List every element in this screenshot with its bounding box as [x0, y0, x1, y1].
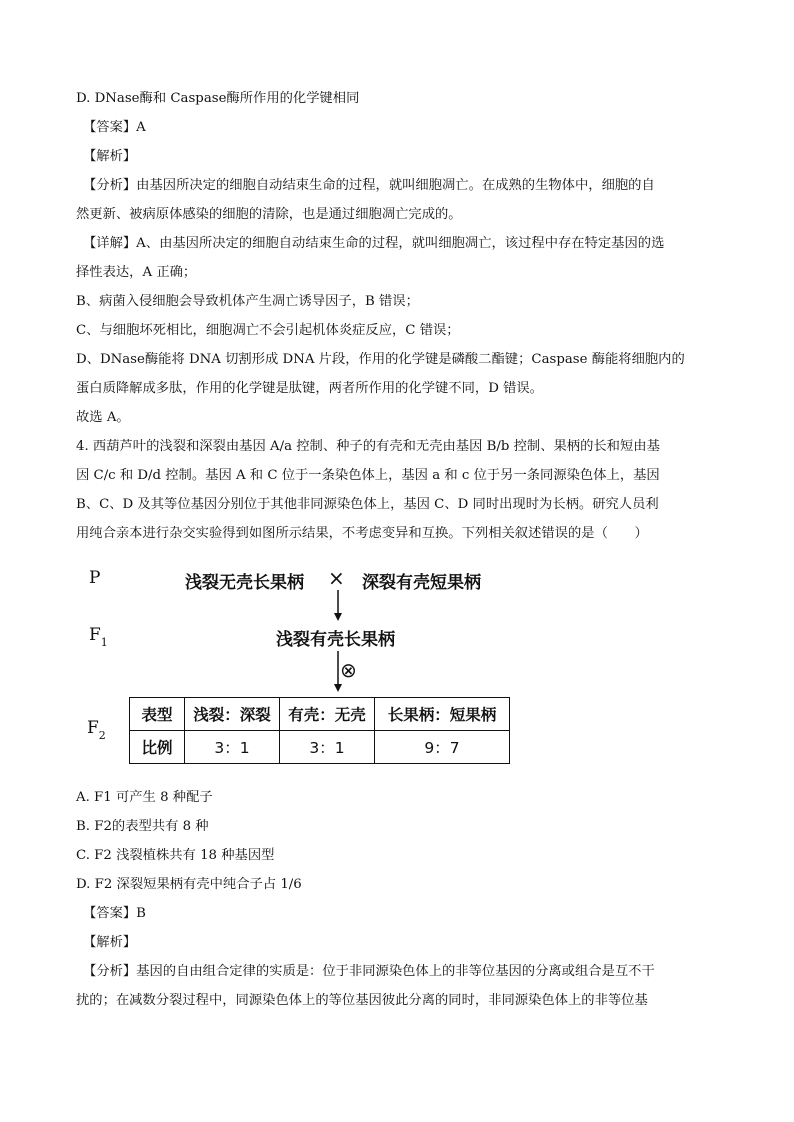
option-b-text: B. F2的表型共有 8 种: [76, 819, 209, 834]
table-cell: 9：7: [375, 731, 510, 764]
detail-text: 蛋白质降解成多肽，作用的化学键是肽键，两者所作用的化学键不同，D 错误。: [76, 381, 543, 396]
question-4-text: 4. 西葫芦叶的浅裂和深裂由基因 A/a 控制、种子的有壳和无壳由基因 B/b 控制、果柄的长和短由基: [76, 439, 660, 454]
detail-text: C、与细胞坏死相比，细胞凋亡不会引起机体炎症反应，C 错误；: [76, 323, 460, 338]
table-header-row: [130, 698, 510, 731]
detail-text: 择性表达，A 正确；: [76, 265, 197, 280]
cross-symbol: ×: [328, 566, 345, 590]
question-4-text: 因 C/c 和 D/d 控制。基因 A 和 C 位于一条染色体上，基因 a 和 c 位于另一条同源染色体上，基因: [76, 468, 660, 483]
table-cell: 有壳：无壳: [280, 698, 375, 731]
detail-text: D、DNase酶能将 DNA 切割形成 DNA 片段，作用的化学键是磷酸二酯键；Caspase 酶能将细胞内的: [76, 352, 685, 367]
conclusion-text: 故选 A。: [76, 410, 130, 425]
analysis-label: 【解析】: [83, 935, 137, 950]
arrow-head-1: [334, 613, 342, 621]
answer-label: 【答案】B: [83, 906, 146, 921]
question-4-text: 用纯合亲本进行杂交实验得到如图所示结果，不考虑变异和互换。下列相关叙述错误的是（ ）: [76, 526, 648, 541]
option-d-text: D. DNase酶和 Caspase酶所作用的化学键相同: [76, 91, 360, 106]
analysis-text: 然更新、被病原体感染的细胞的清除，也是通过细胞凋亡完成的。: [76, 207, 462, 222]
arrow-head-2: [334, 684, 342, 692]
analysis-label: 【解析】: [83, 149, 137, 164]
detail-text: B、病菌入侵细胞会导致机体产生凋亡诱导因子，B 错误；: [76, 294, 419, 309]
f1-generation-label: $F_1$: [89, 625, 108, 649]
table-cell: 3：1: [280, 731, 375, 764]
f2-ratio-table: [129, 697, 510, 764]
parent2-phenotype: 深裂有壳短果柄: [362, 573, 481, 593]
self-cross-symbol: ⊗: [340, 658, 357, 682]
analysis-text: 扰的；在减数分裂过程中，同源染色体上的等位基因彼此分离的同时，非同源染色体上的非等位基: [76, 993, 648, 1008]
f1-phenotype: 浅裂有壳长果柄: [276, 630, 395, 650]
option-a-text: A. F1 可产生 8 种配子: [76, 790, 213, 805]
answer-label: 【答案】A: [83, 120, 146, 135]
table-cell: 长果柄：短果柄: [375, 698, 510, 731]
detail-text: 【详解】A、由基因所决定的细胞自动结束生命的过程，就叫细胞凋亡，该过程中存在特定基因的选: [83, 236, 665, 251]
analysis-text: 【分析】基因的自由组合定律的实质是：位于非同源染色体上的非等位基因的分离或组合是互不干: [83, 964, 655, 979]
analysis-text: 【分析】由基因所决定的细胞自动结束生命的过程，就叫细胞凋亡。在成熟的生物体中，细胞的自: [83, 178, 655, 193]
table-cell: 表型: [130, 698, 185, 731]
option-c-text: C. F2 浅裂植株共有 18 种基因型: [76, 848, 275, 863]
f2-generation-label: $F_2$: [87, 718, 106, 742]
table-row: [130, 731, 510, 764]
table-cell: 3：1: [185, 731, 280, 764]
question-4-text: B、C、D 及其等位基因分别位于其他非同源染色体上，基因 C、D 同时出现时为长柄。研究人员利: [76, 497, 659, 512]
table-cell: 比例: [130, 731, 185, 764]
p-generation-label: P: [89, 568, 101, 588]
parent1-phenotype: 浅裂无壳长果柄: [185, 573, 304, 593]
table-cell: 浅裂：深裂: [185, 698, 280, 731]
option-d-text: D. F2 深裂短果柄有壳中纯合子占 1/6: [76, 877, 302, 892]
